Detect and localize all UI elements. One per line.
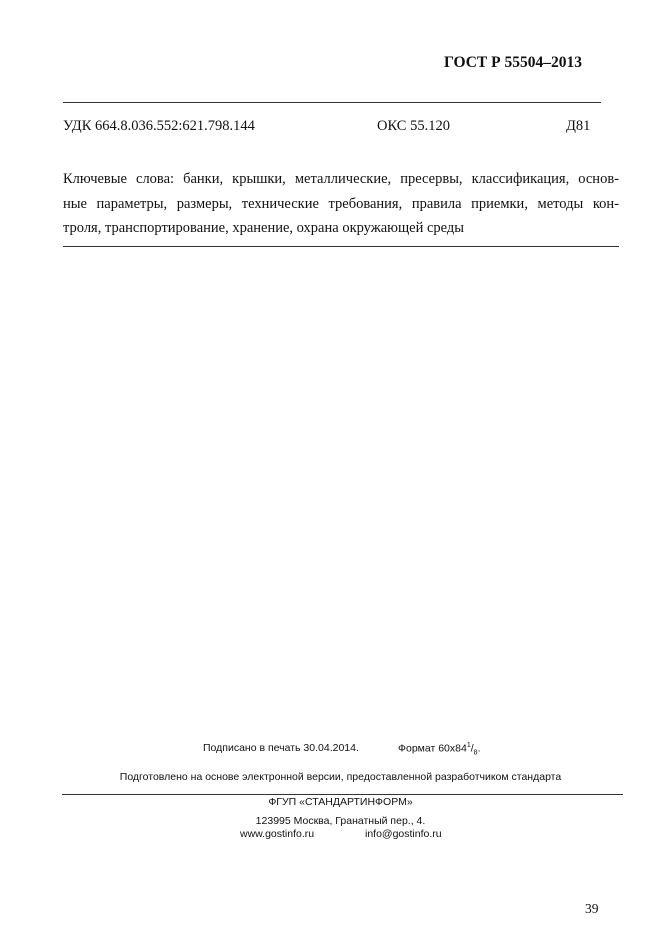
keywords-line: троля, транспортирование, хранение, охрана окружающей среды	[63, 220, 465, 236]
publisher-name: ФГУП «СТАНДАРТИНФОРМ»	[268, 796, 413, 808]
publisher-address: 123995 Москва, Гранатный пер., 4.	[255, 815, 426, 827]
top-rule	[63, 102, 601, 103]
format-slash: /	[470, 742, 474, 755]
publisher-website: www.gostinfo.ru	[240, 828, 315, 840]
group-code: Д81	[566, 118, 591, 134]
standard-number: ГОСТ Р 55504–2013	[444, 54, 582, 71]
signed-date: Подписано в печать 30.04.2014.	[203, 742, 359, 754]
imprint-rule	[62, 794, 623, 795]
format-suffix: .	[477, 742, 481, 755]
keywords-block	[63, 167, 619, 241]
paper-format	[398, 742, 480, 757]
format-denominator: 8	[473, 749, 478, 757]
format-numerator: 1	[466, 742, 471, 749]
page-number: 39	[585, 901, 599, 916]
keywords-line: Ключевые слова: банки, крышки, металлические, пресервы, классификация, основ-	[63, 171, 619, 187]
keywords-rule	[63, 246, 619, 247]
keywords-line: ные параметры, размеры, технические требования, правила приемки, методы кон-	[63, 195, 619, 212]
oks-code: ОКС 55.120	[377, 118, 450, 134]
prepared-note: Подготовлено на основе электронной версии, предоставленной разработчиком стандарта	[119, 771, 562, 783]
udk-code: УДК 664.8.036.552:621.798.144	[63, 118, 255, 134]
format-prefix: Формат 60х84	[398, 742, 467, 755]
publisher-email: info@gostinfo.ru	[365, 828, 442, 840]
